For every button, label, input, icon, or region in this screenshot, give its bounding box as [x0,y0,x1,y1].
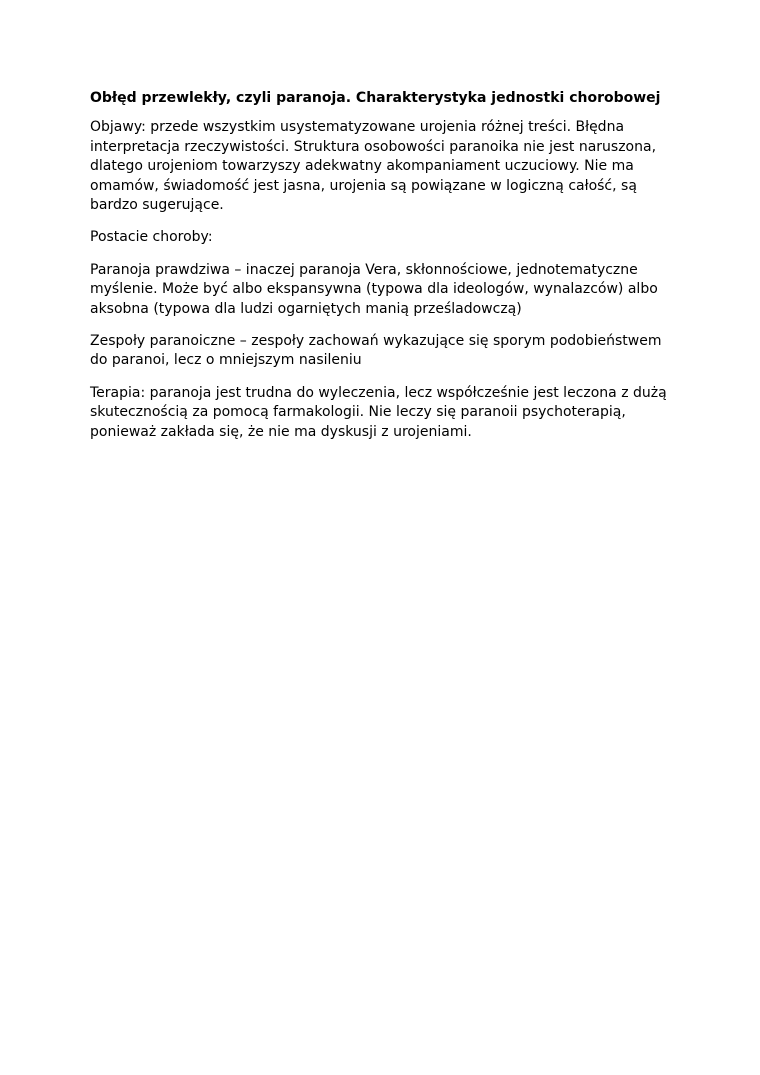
paragraph-paranoid-syndromes: Zespoły paranoiczne – zespoły zachowań wykazujące się sporym podobieństwem do paranoi, lecz o mniejszym nasileniu [90,333,662,369]
paragraph-therapy: Terapia: paranoja jest trudna do wyleczenia, lecz współcześnie jest leczona z dużą skutecznością za pomocą farmakologii. Nie leczy się paranoii psychoterapią, ponieważ zakłada się, że nie ma dyskusji z urojeniami. [90,384,667,440]
paragraph-forms-heading: Postacie choroby: [90,229,213,246]
document-body [90,89,680,455]
paragraph-true-paranoia: Paranoja prawdziwa – inaczej paranoja Vera, skłonnościowe, jednotematyczne myślenie. Może być albo ekspansywna (typowa dla ideologów, wynalazców) albo aksobna (typowa dla ludzi ogarniętych manią prześladowczą) [90,261,658,317]
document-title: Obłęd przewlekły, czyli paranoja. Charakterystyka jednostki chorobowej [90,90,661,106]
paragraph-symptoms: Objawy: przede wszystkim usystematyzowane urojenia różnej treści. Błędna interpretacja rzeczywistości. Struktura osobowości paranoika nie jest naruszona, dlatego urojeniom towarzyszy adekwatny akompaniament uczuciowy. Nie ma omamów, świadomość jest jasna, urojenia są powiązane w logiczną całość, są bardzo sugerujące. [90,119,657,214]
